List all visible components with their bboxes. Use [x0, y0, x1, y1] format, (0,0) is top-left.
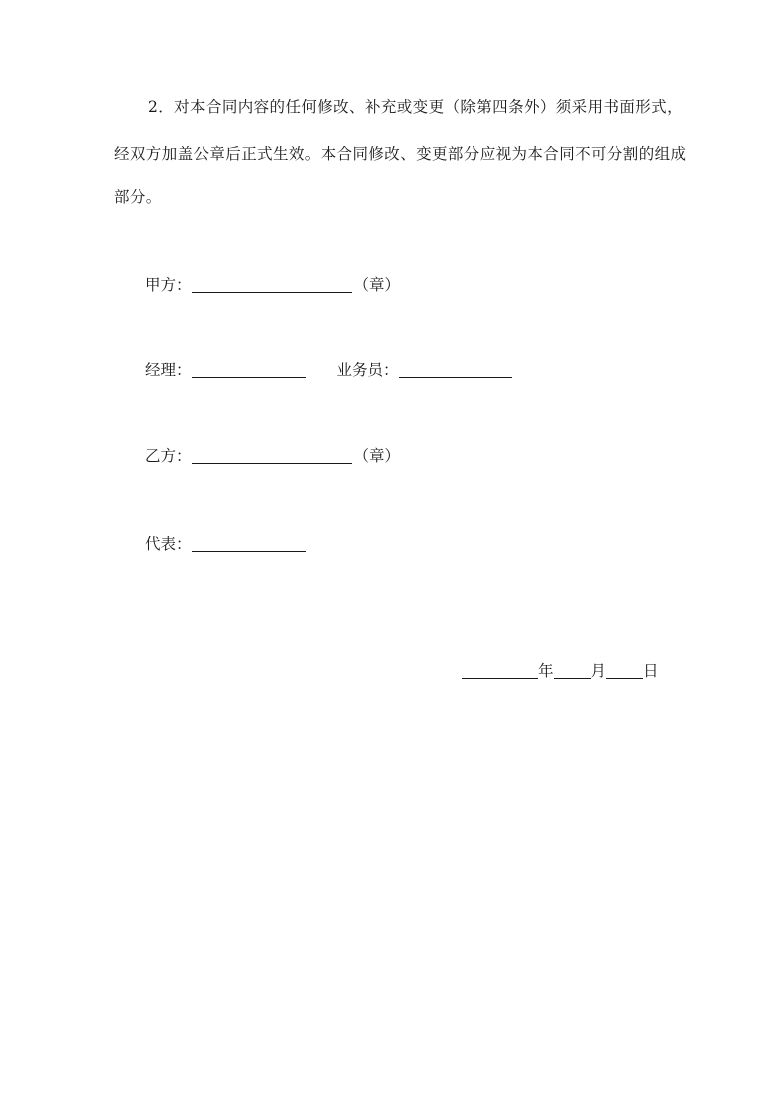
salesperson-label: 业务员：: [336, 361, 399, 379]
party-b-row: [145, 447, 400, 464]
year-label: 年: [538, 662, 554, 680]
year-blank[interactable]: [462, 662, 538, 679]
party-a-row: [145, 276, 400, 293]
salesperson-blank[interactable]: [399, 361, 512, 378]
party-a-blank[interactable]: [192, 276, 352, 293]
clause-line-2: 经双方加盖公章后正式生效。本合同修改、变更部分应视为本合同不可分割的组成: [114, 145, 687, 163]
representative-row: [145, 535, 306, 552]
month-label: 月: [590, 662, 607, 680]
clause-line-3: 部分。: [114, 188, 162, 206]
day-blank[interactable]: [606, 662, 643, 679]
date-row: [462, 662, 659, 679]
representative-blank[interactable]: [192, 535, 306, 552]
party-a-seal: （章）: [353, 276, 401, 294]
party-b-blank[interactable]: [192, 447, 352, 464]
party-b-seal: （章）: [353, 447, 401, 465]
month-blank[interactable]: [554, 662, 591, 679]
manager-label: 经理：: [145, 361, 192, 379]
manager-row: [145, 361, 512, 378]
party-a-label: 甲方：: [145, 276, 192, 294]
manager-blank[interactable]: [192, 361, 306, 378]
representative-label: 代表：: [145, 535, 192, 553]
day-label: 日: [643, 662, 659, 680]
clause-line-1: 2．对本合同内容的任何修改、补充或变更（除第四条外）须采用书面形式，: [148, 98, 683, 116]
party-b-label: 乙方：: [145, 447, 192, 465]
